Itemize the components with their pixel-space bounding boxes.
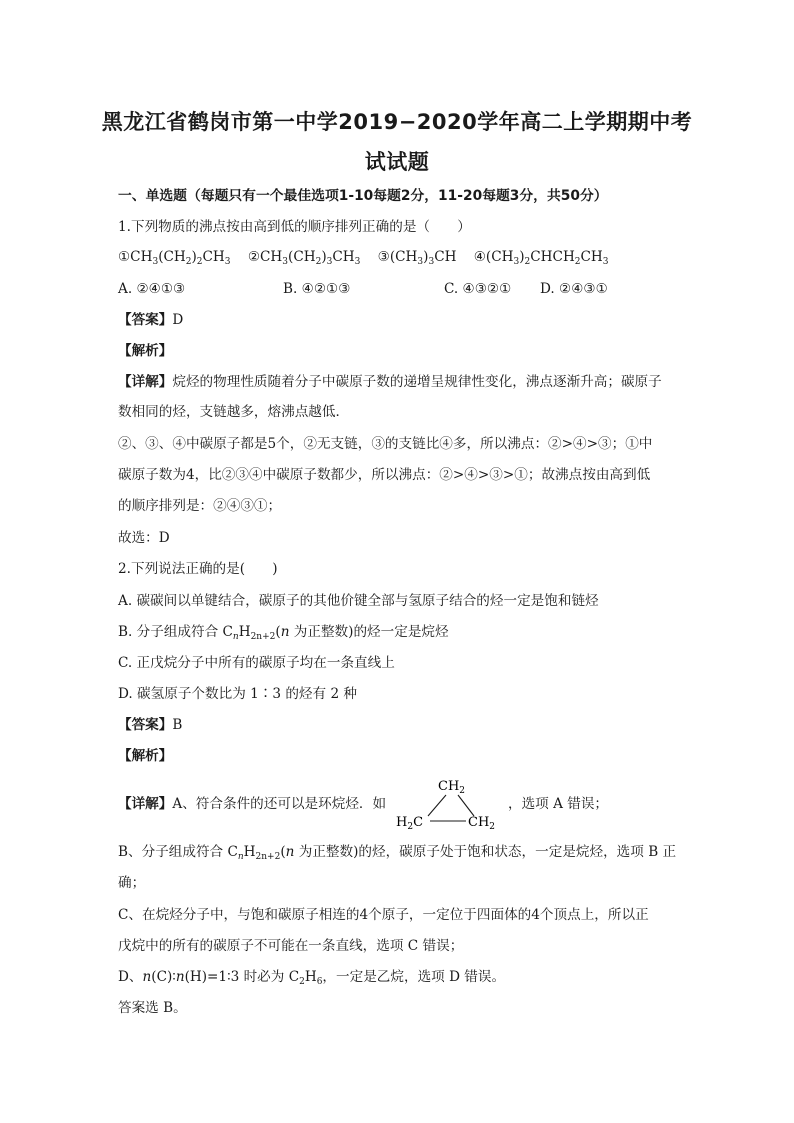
q2-detail-c-line-1: C、在烷烃分子中，与饱和碳原子相连的4个原子，一定位于四面体的4个顶点上，所以正 xyxy=(118,907,649,923)
q1-option-d: D. ②④③① xyxy=(540,281,608,297)
q2-answer-value: B xyxy=(172,717,183,733)
q1-answer xyxy=(118,311,183,329)
q2-detail-a-tail: ，选项 A 错误； xyxy=(508,796,609,812)
q1-compound-1: $①CH_3(CH_2)_2CH_3$ xyxy=(118,249,231,267)
section-heading: 一、单选题（每题只有一个最佳选项1-10每题2分，11-20每题3分，共50分） xyxy=(118,188,608,204)
q2-detail-b-line-1: B、分子组成符合 $C_nH_{2n+2}(n$ 为正整数)的烃，碳原子处于饱和状态，一定是烷烃，选项 B 正 xyxy=(118,844,677,862)
q2-answer xyxy=(118,716,182,734)
q1-option-a: A. ②④①③ xyxy=(118,281,186,297)
q1-compound-4: $④(CH_3)_2CHCH_2CH_3$ xyxy=(473,249,609,267)
q1-analysis-tag: 【解析】 xyxy=(118,343,173,359)
q1-detail-line-4: 碳原子数为4，比②③④中碳原子数都少，所以沸点：②>④>③>①；故沸点按由高到低 xyxy=(118,467,651,483)
q1-option-c: C. ④③②① xyxy=(444,281,512,297)
q1-compound-3: $③(CH_3)_3CH$ xyxy=(377,249,457,267)
struct-bond-right xyxy=(458,795,474,816)
cyclopropane-structure xyxy=(396,776,504,832)
q1-detail-line-2: 数相同的烃，支链越多，熔沸点越低． xyxy=(118,404,350,420)
q2-detail-a-lead: 【详解】A、符合条件的还可以是环烷烃．如 xyxy=(118,796,387,812)
q2-stem: 2.下列说法正确的是( ) xyxy=(118,561,278,577)
page-title-line-2: 试试题 xyxy=(364,150,430,174)
q1-detail-line-1: 【详解】烷烃的物理性质随着分子中碳原子数的递增呈规律性变化，沸点逐渐升高；碳原子 xyxy=(118,374,662,390)
q2-detail-d: D、n(C)∶n(H)=1∶3 时必为 $C_2H_6$，一定是乙烷，选项 D 错误。 xyxy=(118,969,506,987)
q2-analysis-tag: 【解析】 xyxy=(118,748,173,764)
q2-option-d: D. 碳氢原子个数比为 1∶3 的烃有 2 种 xyxy=(118,686,358,702)
q1-detail-line-5: 的顺序排列是：②④③①； xyxy=(118,498,282,514)
q2-final-answer: 答案选 B。 xyxy=(118,1000,187,1016)
struct-left-h2c: $H_2C$ xyxy=(396,815,424,832)
q2-detail-tag: 【详解】 xyxy=(118,796,173,812)
q2-option-c: C. 正戊烷分子中所有的碳原子均在一条直线上 xyxy=(118,655,395,671)
q2-detail-c-line-2: 戊烷中的所有的碳原子不可能在一条直线，选项 C 错误； xyxy=(118,938,464,954)
q1-compound-list xyxy=(118,248,609,266)
q1-answer-value: D xyxy=(172,312,184,328)
q1-detail-tag: 【详解】 xyxy=(118,374,173,390)
q1-stem: 1.下列物质的沸点按由高到低的顺序排列正确的是（ ） xyxy=(118,219,471,235)
struct-top-ch2: $CH_2$ xyxy=(438,779,466,796)
q2-option-b: B. 分子组成符合 $C_nH_{2n+2}(n$ 为正整数)的烃一定是烷烃 xyxy=(118,624,449,642)
q1-answer-tag: 【答案】 xyxy=(118,312,173,328)
page-title-line-1: 黑龙江省鹤岗市第一中学2019−2020学年高二上学期期中考 xyxy=(101,110,693,134)
q1-conclusion: 故选：D xyxy=(118,530,170,546)
q2-detail-b-line-2: 确； xyxy=(118,875,146,891)
q1-option-b: B. ④②①③ xyxy=(283,281,351,297)
q2-option-a: A. 碳碳间以单键结合，碳原子的其他价键全部与氢原子结合的烃一定是饱和链烃 xyxy=(118,593,599,609)
struct-bond-left xyxy=(428,795,446,816)
struct-right-ch2: $CH_2$ xyxy=(468,815,496,832)
q1-compound-2: $②CH_3(CH_2)_3CH_3$ xyxy=(247,249,361,267)
q1-detail-line-3: ②、③、④中碳原子都是5个，②无支链，③的支链比④多，所以沸点：②>④>③；①中 xyxy=(118,436,653,452)
q2-answer-tag: 【答案】 xyxy=(118,717,173,733)
